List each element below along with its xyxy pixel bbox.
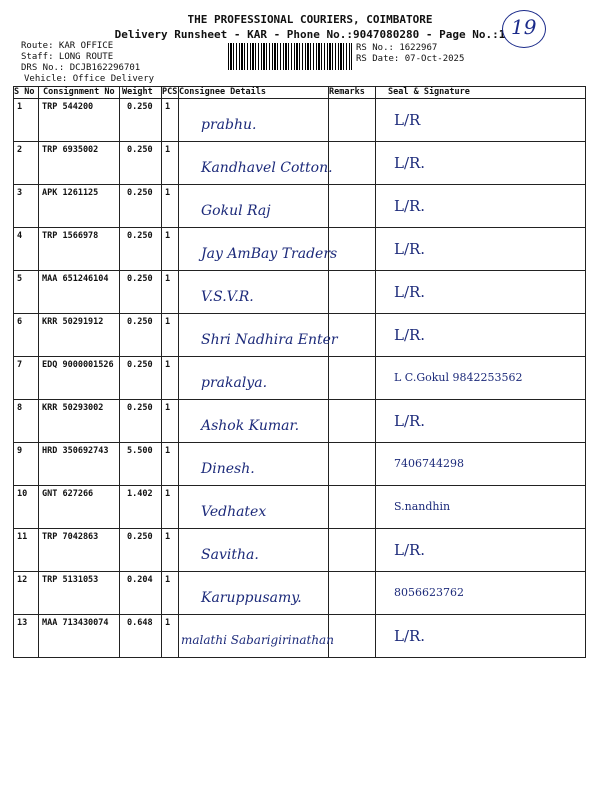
col-sno: S No bbox=[14, 87, 39, 99]
cell-pcs: 1 bbox=[162, 314, 179, 357]
col-consignment: Consignment No bbox=[39, 87, 120, 99]
cell-consignment: MAA 713430074 bbox=[39, 615, 120, 658]
cell-seal-signature bbox=[376, 314, 586, 357]
col-remarks: Remarks bbox=[329, 87, 376, 99]
consignee-handwritten: V.S.V.R. bbox=[201, 289, 254, 305]
cell-seal-signature bbox=[376, 99, 586, 142]
table-row bbox=[14, 486, 586, 529]
cell-seal-signature bbox=[376, 443, 586, 486]
table-row bbox=[14, 443, 586, 486]
page-circle-text: 19 bbox=[511, 15, 537, 39]
cell-consignee bbox=[179, 99, 329, 142]
table-row bbox=[14, 99, 586, 142]
cell-weight: 0.250 bbox=[120, 314, 162, 357]
cell-sno: 5 bbox=[14, 271, 39, 314]
cell-sno: 10 bbox=[14, 486, 39, 529]
col-consignee: Consignee Details bbox=[179, 87, 329, 99]
cell-sno: 6 bbox=[14, 314, 39, 357]
signature-handwritten: 7406744298 bbox=[394, 457, 464, 470]
left-meta bbox=[21, 41, 154, 85]
page-number-circle bbox=[502, 10, 546, 48]
cell-sno: 7 bbox=[14, 357, 39, 400]
consignee-handwritten: Shri Nadhira Enter bbox=[201, 332, 338, 348]
cell-sno: 11 bbox=[14, 529, 39, 572]
cell-pcs: 1 bbox=[162, 271, 179, 314]
vehicle: Vehicle: Office Delivery bbox=[24, 74, 155, 84]
signature-handwritten: L/R bbox=[394, 111, 421, 129]
cell-sno: 1 bbox=[14, 99, 39, 142]
cell-remarks bbox=[329, 400, 376, 443]
cell-weight: 0.250 bbox=[120, 142, 162, 185]
cell-remarks bbox=[329, 99, 376, 142]
consignee-handwritten: Jay AmBay Traders bbox=[201, 246, 338, 262]
cell-pcs: 1 bbox=[162, 400, 179, 443]
cell-remarks bbox=[329, 486, 376, 529]
cell-weight: 0.204 bbox=[120, 572, 162, 615]
cell-consignee bbox=[179, 572, 329, 615]
cell-remarks bbox=[329, 142, 376, 185]
cell-weight: 0.648 bbox=[120, 615, 162, 658]
cell-consignee bbox=[179, 529, 329, 572]
cell-consignee bbox=[179, 142, 333, 185]
runsheet-table bbox=[13, 86, 586, 658]
cell-consignment: TRP 5131053 bbox=[39, 572, 120, 615]
rs-number: RS No.: 1622967 bbox=[356, 43, 438, 53]
signature-handwritten: L/R. bbox=[394, 541, 426, 559]
cell-pcs: 1 bbox=[162, 529, 179, 572]
cell-pcs: 1 bbox=[162, 486, 179, 529]
cell-consignee bbox=[179, 486, 329, 529]
signature-handwritten: L/R. bbox=[394, 240, 426, 258]
runsheet-subtitle: Delivery Runsheet - KAR - Phone No.:9047080280 - Page No.:1 bbox=[114, 28, 506, 41]
table-row bbox=[14, 400, 586, 443]
cell-seal-signature bbox=[376, 142, 586, 185]
cell-sno: 9 bbox=[14, 443, 39, 486]
cell-weight: 0.250 bbox=[120, 228, 162, 271]
cell-seal-signature bbox=[376, 228, 586, 271]
cell-remarks bbox=[329, 615, 376, 658]
consignee-handwritten: Vedhatex bbox=[201, 504, 267, 520]
cell-consignment: HRD 350692743 bbox=[39, 443, 120, 486]
cell-seal-signature bbox=[376, 185, 586, 228]
cell-consignee bbox=[179, 271, 329, 314]
col-pcs: PCS bbox=[162, 87, 178, 97]
cell-consignment: APK 1261125 bbox=[39, 185, 120, 228]
table-row bbox=[14, 529, 586, 572]
cell-consignment: TRP 7042863 bbox=[39, 529, 120, 572]
cell-consignee bbox=[179, 228, 338, 271]
cell-seal-signature bbox=[376, 357, 586, 400]
signature-handwritten: L/R. bbox=[394, 627, 426, 645]
col-seal: Seal & Signature bbox=[376, 87, 586, 99]
cell-consignee bbox=[179, 185, 329, 228]
consignee-handwritten: Dinesh. bbox=[201, 461, 255, 477]
cell-pcs: 1 bbox=[162, 228, 179, 271]
cell-sno: 4 bbox=[14, 228, 39, 271]
table-row bbox=[14, 357, 586, 400]
cell-remarks bbox=[329, 572, 376, 615]
cell-weight: 0.250 bbox=[120, 529, 162, 572]
right-meta bbox=[356, 43, 464, 65]
table-row bbox=[14, 572, 586, 615]
cell-consignee bbox=[179, 357, 329, 400]
table-row bbox=[14, 185, 586, 228]
signature-handwritten: L/R. bbox=[394, 154, 426, 172]
cell-consignment: TRP 1566978 bbox=[39, 228, 120, 271]
cell-weight: 0.250 bbox=[120, 271, 162, 314]
signature-handwritten: L/R. bbox=[394, 197, 426, 215]
signature-handwritten: L/R. bbox=[394, 412, 426, 430]
cell-consignment: EDQ 9000001526 bbox=[39, 357, 120, 400]
signature-handwritten: 8056623762 bbox=[394, 586, 464, 599]
consignee-handwritten: Kandhavel Cotton. bbox=[201, 160, 333, 176]
consignee-handwritten: Ashok Kumar. bbox=[201, 418, 300, 434]
signature-handwritten: S.nandhin bbox=[394, 500, 451, 513]
cell-seal-signature bbox=[376, 572, 586, 615]
cell-remarks bbox=[329, 443, 376, 486]
cell-consignee bbox=[179, 615, 334, 658]
table-row bbox=[14, 314, 586, 357]
cell-weight: 0.250 bbox=[120, 185, 162, 228]
cell-sno: 12 bbox=[14, 572, 39, 615]
cell-seal-signature bbox=[376, 615, 586, 658]
consignee-handwritten: malathi Sabarigirinathan bbox=[181, 633, 334, 647]
cell-pcs: 1 bbox=[162, 142, 179, 185]
cell-sno: 3 bbox=[14, 185, 39, 228]
consignee-handwritten: Savitha. bbox=[201, 547, 259, 563]
cell-consignment: GNT 627266 bbox=[39, 486, 120, 529]
cell-pcs: 1 bbox=[162, 615, 179, 658]
cell-weight: 1.402 bbox=[120, 486, 162, 529]
cell-remarks bbox=[329, 185, 376, 228]
cell-weight: 0.250 bbox=[120, 99, 162, 142]
cell-pcs: 1 bbox=[162, 185, 179, 228]
cell-pcs: 1 bbox=[162, 572, 179, 615]
consignee-handwritten: prakalya. bbox=[201, 375, 268, 391]
cell-consignee bbox=[179, 443, 329, 486]
cell-pcs: 1 bbox=[162, 99, 179, 142]
cell-remarks bbox=[329, 357, 376, 400]
cell-seal-signature bbox=[376, 271, 586, 314]
cell-sno: 13 bbox=[14, 615, 39, 658]
cell-weight: 0.250 bbox=[120, 400, 162, 443]
cell-seal-signature bbox=[376, 400, 586, 443]
cell-consignment: KRR 50291912 bbox=[39, 314, 120, 357]
cell-seal-signature bbox=[376, 486, 586, 529]
cell-consignment: KRR 50293002 bbox=[39, 400, 120, 443]
table-row bbox=[14, 615, 586, 658]
cell-pcs: 1 bbox=[162, 357, 179, 400]
table-row bbox=[14, 228, 586, 271]
signature-handwritten: L C.Gokul 9842253562 bbox=[394, 371, 523, 384]
consignee-handwritten: Karuppusamy. bbox=[201, 590, 302, 606]
cell-remarks bbox=[329, 529, 376, 572]
rs-date: RS Date: 07-Oct-2025 bbox=[356, 54, 465, 64]
cell-consignee bbox=[179, 400, 329, 443]
signature-handwritten: L/R. bbox=[394, 326, 426, 344]
table-row bbox=[14, 271, 586, 314]
cell-seal-signature bbox=[376, 529, 586, 572]
col-weight: Weight bbox=[120, 87, 162, 99]
cell-sno: 2 bbox=[14, 142, 39, 185]
table-header bbox=[14, 87, 586, 99]
cell-consignment: TRP 544200 bbox=[39, 99, 120, 142]
cell-sno: 8 bbox=[14, 400, 39, 443]
consignee-handwritten: Gokul Raj bbox=[201, 203, 271, 219]
drs-number: DRS No.: DCJB162296701 bbox=[21, 63, 141, 73]
cell-weight: 0.250 bbox=[120, 357, 162, 400]
cell-remarks bbox=[329, 271, 376, 314]
cell-pcs: 1 bbox=[162, 443, 179, 486]
consignee-handwritten: prabhu. bbox=[201, 117, 257, 133]
company-title: THE PROFESSIONAL COURIERS, COIMBATORE bbox=[187, 13, 433, 26]
cell-weight: 5.500 bbox=[120, 443, 162, 486]
cell-consignee bbox=[179, 314, 338, 357]
route: Route: KAR OFFICE bbox=[21, 41, 114, 51]
signature-handwritten: L/R. bbox=[394, 283, 426, 301]
barcode bbox=[228, 43, 352, 70]
cell-consignment: TRP 6935002 bbox=[39, 142, 120, 185]
cell-consignment: MAA 651246104 bbox=[39, 271, 120, 314]
table-row bbox=[14, 142, 586, 185]
staff: Staff: LONG ROUTE bbox=[21, 52, 114, 62]
